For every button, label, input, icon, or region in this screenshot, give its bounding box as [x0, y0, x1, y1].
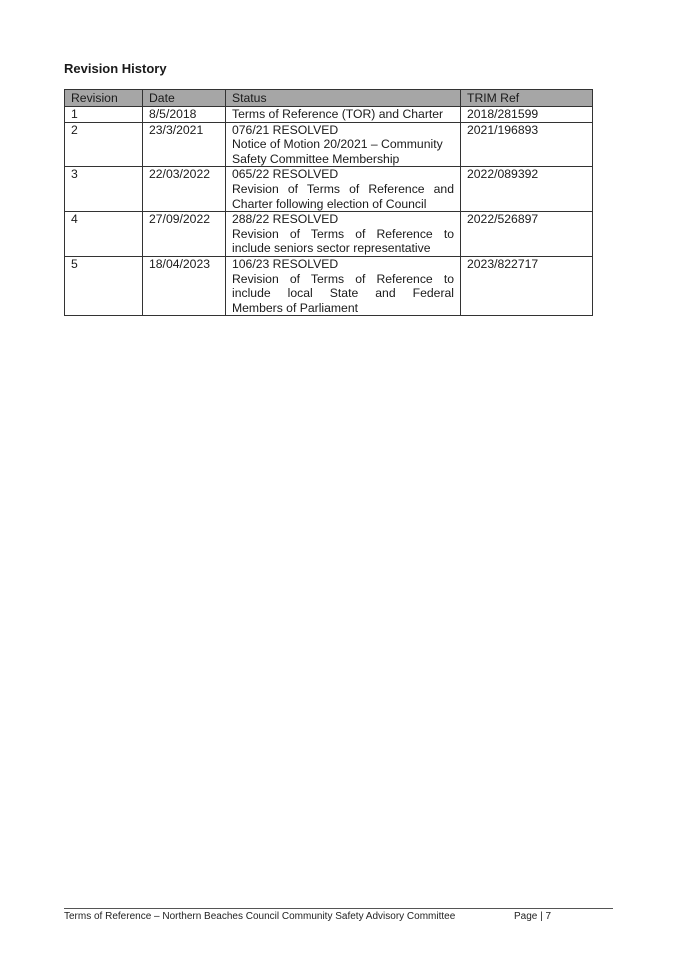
cell-status: [226, 212, 461, 257]
cell-date: 27/09/2022: [143, 212, 226, 257]
page-footer: [64, 908, 613, 922]
status-line: 065/22 RESOLVED: [232, 167, 339, 182]
cell-revision: 3: [65, 167, 143, 212]
cell-date: 18/04/2023: [143, 256, 226, 315]
cell-date: 22/03/2022: [143, 167, 226, 212]
status-line: 106/23 RESOLVED: [232, 256, 339, 271]
status-line: include seniors sector representative: [232, 241, 431, 256]
cell-status: [226, 107, 461, 123]
cell-revision: 4: [65, 212, 143, 257]
status-line: 288/22 RESOLVED: [232, 212, 339, 227]
cell-revision: 1: [65, 107, 143, 123]
status-line: Revision of Terms of Reference and: [232, 181, 454, 196]
header-date: Date: [143, 90, 226, 107]
header-status: Status: [226, 90, 461, 107]
cell-trim-ref: 2021/196893: [461, 122, 593, 167]
cell-status: [226, 122, 461, 167]
status-line: Members of Parliament: [232, 300, 358, 315]
table-row: [65, 107, 593, 123]
status-line: 076/21 RESOLVED: [232, 122, 339, 137]
status-line: Safety Committee Membership: [232, 151, 400, 166]
cell-revision: 5: [65, 256, 143, 315]
header-trim-ref: TRIM Ref: [461, 90, 593, 107]
cell-date: 8/5/2018: [143, 107, 226, 123]
cell-trim-ref: 2022/089392: [461, 167, 593, 212]
status-line: Revision of Terms of Reference to: [232, 226, 454, 241]
table-row: [65, 212, 593, 257]
footer-text: Terms of Reference – Northern Beaches Council Community Safety Advisory Committee: [64, 911, 456, 922]
status-line: Charter following election of Council: [232, 196, 427, 211]
cell-revision: 2: [65, 122, 143, 167]
cell-trim-ref: 2022/526897: [461, 212, 593, 257]
section-heading: Revision History: [64, 61, 167, 76]
header-revision: Revision: [65, 90, 143, 107]
status-line: include local State and Federal: [232, 286, 454, 301]
table-row: [65, 256, 593, 315]
table-header-row: [65, 90, 593, 107]
cell-date: 23/3/2021: [143, 122, 226, 167]
cell-trim-ref: 2018/281599: [461, 107, 593, 123]
status-line: Revision of Terms of Reference to: [232, 271, 454, 286]
table-row: [65, 167, 593, 212]
status-line: Notice of Motion 20/2021 – Community: [232, 137, 443, 152]
page-number: Page | 7: [514, 911, 552, 922]
cell-status: [226, 167, 461, 212]
table-row: [65, 122, 593, 167]
status-line: Terms of Reference (TOR) and Charter: [232, 107, 444, 121]
cell-trim-ref: 2023/822717: [461, 256, 593, 315]
revision-history-table: [64, 89, 593, 316]
cell-status: [226, 256, 461, 315]
